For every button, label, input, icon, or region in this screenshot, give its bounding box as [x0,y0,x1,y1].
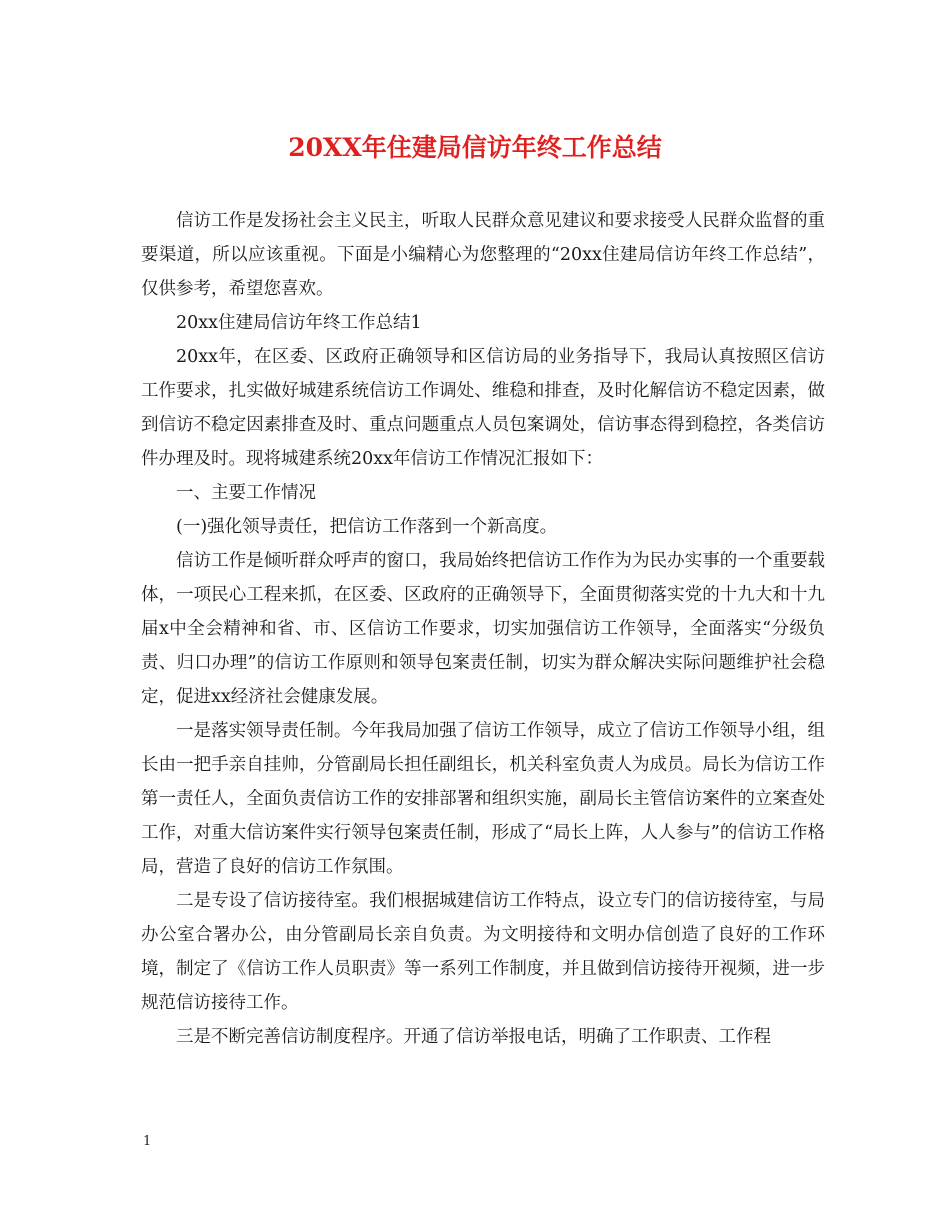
paragraph: 二是专设了信访接待室。我们根据城建信访工作特点，设立专门的信访接待室，与局办公室合署办公，由分管副局长亲自负责。为文明接待和文明办信创造了良好的工作环境，制定了《信访工作人员职责》等一系列工作制度，并且做到信访接待开视频，进一步规范信访接待工作。 [141,891,825,1013]
paragraph: 信访工作是发扬社会主义民主，听取人民群众意见建议和要求接受人民群众监督的重要渠道，所以应该重视。下面是小编精心为您整理的“20xx住建局信访年终工作总结”，仅供参考，希望您喜欢。 [141,211,825,299]
paragraph: 20xx年，在区委、区政府正确领导和区信访局的业务指导下，我局认真按照区信访工作要求，扎实做好城建系统信访工作调处、维稳和排查，及时化解信访不稳定因素，做到信访不稳定因素排查及时、重点问题重点人员包案调处，信访事态得到稳控，各类信访件办理及时。现将城建系统20xx年信访工作情况汇报如下： [141,347,825,469]
document-title: 20XX年住建局信访年终工作总结 [288,133,662,162]
section-heading: 一、主要工作情况 [176,483,316,503]
page-number: 1 [143,1134,152,1149]
paragraph: 信访工作是倾听群众呼声的窗口，我局始终把信访工作作为为民办实事的一个重要载体，一项民心工程来抓，在区委、区政府的正确领导下，全面贯彻落实党的十九大和十九届x中全会精神和省、市、区信访工作要求，切实加强信访工作领导，全面落实“分级负责、归口办理”的信访工作原则和领导包案责任制，切实为群众解决实际问题维护社会稳定，促进xx经济社会健康发展。 [141,551,825,707]
section-heading: 20xx住建局信访年终工作总结1 [176,313,422,333]
paragraph: 一是落实领导责任制。今年我局加强了信访工作领导，成立了信访工作领导小组，组长由一把手亲自挂帅，分管副局长担任副组长，机关科室负责人为成员。局长为信访工作第一责任人，全面负责信访工作的安排部署和组织实施，副局长主管信访案件的立案查处工作，对重大信访案件实行领导包案责任制，形成了“局长上阵，人人参与”的信访工作格局，营造了良好的信访工作氛围。 [141,721,825,877]
subsection-heading: (一)强化领导责任，把信访工作落到一个新高度。 [176,517,558,537]
paragraph: 三是不断完善信访制度程序。开通了信访举报电话，明确了工作职责、工作程 [176,1027,771,1047]
document-body [141,204,825,1054]
